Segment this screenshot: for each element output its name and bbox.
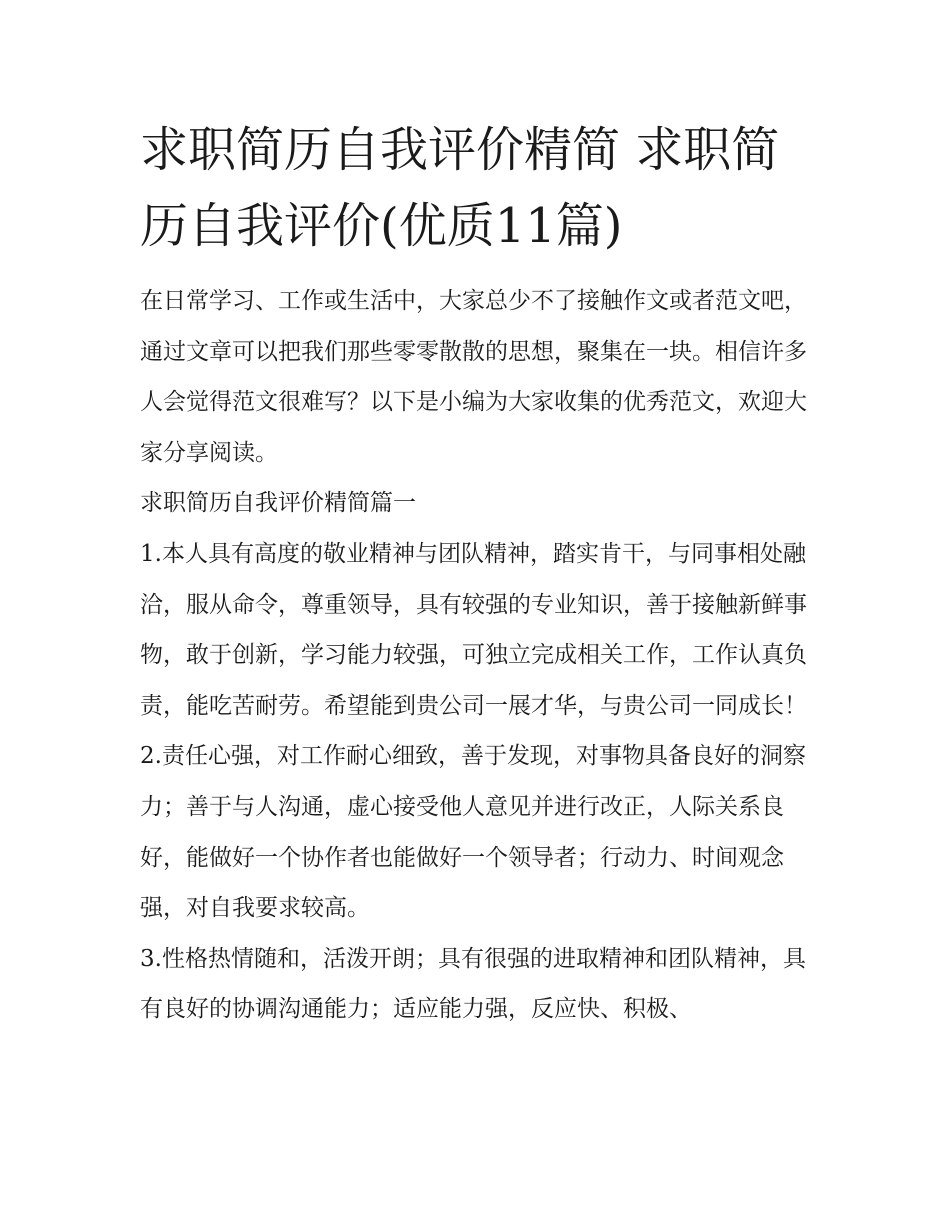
evaluation-item-2: 2.责任心强，对工作耐心细致，善于发现，对事物具备良好的洞察力；善于与人沟通，虚心接受他人意见并进行改正，人际关系良好，能做好一个协作者也能做好一个领导者；行动力、时间观念强，对自我要求较高。	[140, 743, 806, 922]
document-title: 求职简历自我评价精简 求职简历自我评价(优质11篇)	[140, 122, 780, 254]
intro-paragraph: 在日常学习、工作或生活中，大家总少不了接触作文或者范文吧，通过文章可以把我们那些零零散散的思想，聚集在一块。相信许多人会觉得范文很难写？以下是小编为大家收集的优秀范文，欢迎大家分享阅读。	[140, 288, 807, 466]
document-body	[140, 112, 815, 1035]
section-heading: 求职简历自我评价精简篇一	[140, 490, 416, 517]
evaluation-item-3: 3.性格热情随和，活泼开朗；具有很强的进取精神和团队精神，具有良好的协调沟通能力；适应能力强，反应快、积极、	[140, 945, 806, 1023]
evaluation-item-1: 1.本人具有高度的敬业精神与团队精神，踏实肯干，与同事相处融洽，服从命令，尊重领导，具有较强的专业知识，善于接触新鲜事物，敢于创新，学习能力较强，可独立完成相关工作，工作认真负责，能吃苦耐劳。希望能到贵公司一展才华，与贵公司一同成长！	[140, 540, 807, 719]
